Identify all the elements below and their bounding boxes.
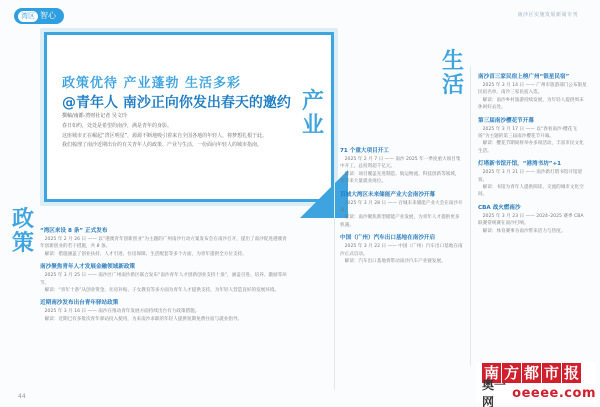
news-paragraph: 解读：汽车出口基地将带动南沙汽车产业链发展。 <box>344 259 446 265</box>
news-heading: 第三届南沙樱花节开幕 <box>478 117 534 124</box>
news-paragraph: 解读：南沙聚焦新型储能产业发展，为青年人才提供更多机遇。 <box>340 215 460 228</box>
news-paragraph: 2025 年 3 月 17 日 —— 以“春看南沙·樱花飞扬”为主题的第三届南沙樱花节开幕。 <box>478 126 577 140</box>
news-paragraph: 解读：书馆为青年人提供阅读、交流的城市文化空间。 <box>478 185 584 198</box>
website-watermark <box>476 378 596 407</box>
news-paragraph: 解读：南沙乡村旅游持续发展，为年轻人提供周末休闲好去处。 <box>478 97 584 111</box>
logo-char: 都 <box>523 364 539 382</box>
industry-column <box>340 142 464 265</box>
header-right-text: 南沙区实施发展新闻专刊 <box>517 12 578 18</box>
logo-char: 市 <box>543 364 559 382</box>
intro-paragraph: 春日如约，处处是希望的南沙，满是青年的身影。 <box>62 123 173 129</box>
news-paragraph: 解读：体育赛事为南沙带来活力与热度。 <box>482 228 566 234</box>
logo-char: 方 <box>503 364 519 382</box>
news-heading: 百城大湾区未来储能产业大会南沙开幕 <box>340 191 436 198</box>
news-paragraph: 解读：项目覆盖先进制造、航运物流、科技创新等领域，将带来大量就业岗位。 <box>340 171 460 185</box>
website-domain: oeeee.com <box>512 385 596 401</box>
intro-paragraph: 我们梳理了南沙近期出台的有关青年人的政策、产业与生活，一份面向年轻人的城市指南。 <box>62 142 263 148</box>
news-paragraph: 解读：近期已有多批次青年驿站投入使用，为来南沙求职的年轻人提供短期免费住宿与就业指导。 <box>44 316 243 322</box>
news-heading: 71 个重大项目开工 <box>340 148 389 154</box>
news-heading: 中国（广州）汽车出口基地在南沙开启 <box>340 235 436 242</box>
news-heading: 灯塔新书馆开馆，“港湾书坊”+1 <box>478 161 562 168</box>
hero-title-line1: 政策优待 产业蓬勃 生活多彩 <box>62 76 242 91</box>
news-paragraph: 解读：樱花节期间将举办多项活动，丰富市民文化生活。 <box>478 141 584 154</box>
news-paragraph: 2025 年 3 月 22 日 —— 中国（广州）汽车出口基地在南沙正式启动。 <box>340 244 463 257</box>
news-paragraph: 2025 年 3 月 25 日 —— 南沙区广州南沙新区联合发布“南沙青年人才创新创业支持十条”，涵盖引进、培养、激励等环节。 <box>40 273 287 286</box>
section-title-industry: 产业 <box>301 89 324 138</box>
section-tag-text: 智心 <box>40 11 56 20</box>
website-name: 奥一网 <box>482 378 507 407</box>
hero-intro <box>62 122 326 151</box>
section-title-policy: 政策 <box>11 207 34 256</box>
news-heading: “湾区来设 8 条” 正式发布 <box>40 228 108 234</box>
news-heading: 南沙聚焦青年人才发展金融领域新政策 <box>40 264 136 271</box>
news-paragraph: 解读：“青年十条”从创业资金、住房补贴、子女教育等多方面为青年人才提供支持，为年轻人营造良好的发展环境。 <box>44 288 280 294</box>
hero-title-line2: @青年人 南沙正向你发出春天的邀约 <box>62 95 291 111</box>
policy-column <box>40 222 290 323</box>
section-tag <box>14 8 64 24</box>
news-paragraph: 2025 年 3 月 16 日 —— 南沙在推动青年发展方面持续出台有力政策措施。 <box>44 309 200 315</box>
news-heading: CBA 战火燃南沙 <box>478 204 521 211</box>
section-tag-highlight: 湾区 <box>18 11 38 22</box>
news-paragraph: 解读：措施涵盖了创业扶持、人才引进、住房保障、生活配套等多个方面，为青年提供全方位支持。 <box>44 251 247 257</box>
hero-byline: 撰稿/南都·湾财社记者 吴文玲 <box>62 113 127 119</box>
intro-paragraph: 这座城市正在崛起“湾区明星”，源源不断地吸引着来自全国各地的年轻人，将梦想扎根于此。 <box>62 132 268 139</box>
news-heading: 近期南沙发布出台青年驿站政策 <box>40 300 119 307</box>
section-title-life: 生活 <box>441 49 464 98</box>
news-paragraph: 2025 年 2 月 26 日 —— 以“港澳青年创新创业”为主题的广州南沙行动方案发布会在南沙召开，提出了南沙促进港澳青年创新创业的若干措施，共 8 条。 <box>40 237 287 250</box>
page-number: 44 <box>18 393 26 400</box>
news-paragraph: 2025 年 3 月 21 日 —— 南沙新灯塔书馆开馆迎客。 <box>478 170 583 183</box>
news-paragraph: 2025 年 2 月 7 日 —— 南沙 2025 年一季度重大项目集中开工，总投资超千亿元。 <box>340 157 461 170</box>
news-heading: 南沙首三家民宿上榜广州“银星民宿” <box>478 74 570 80</box>
logo-char: 南 <box>483 364 499 382</box>
news-paragraph: 2025 年 3 月 23 日 —— 2024–2025 赛季 CBA 联赛常规赛在南沙打响。 <box>478 213 584 227</box>
news-paragraph: 2025 年 3 月 28 日 —— 百城未来储能产业大会在南沙开幕。 <box>340 200 463 214</box>
logo-char: 报 <box>563 364 579 382</box>
news-paragraph: 2025 年 3 月 14 日 —— 广州市旅游部门公布银星民宿名单，南沙三家民宿入选。 <box>478 83 587 96</box>
life-column <box>478 68 588 235</box>
column-divider <box>470 66 471 366</box>
column-divider <box>334 140 335 390</box>
